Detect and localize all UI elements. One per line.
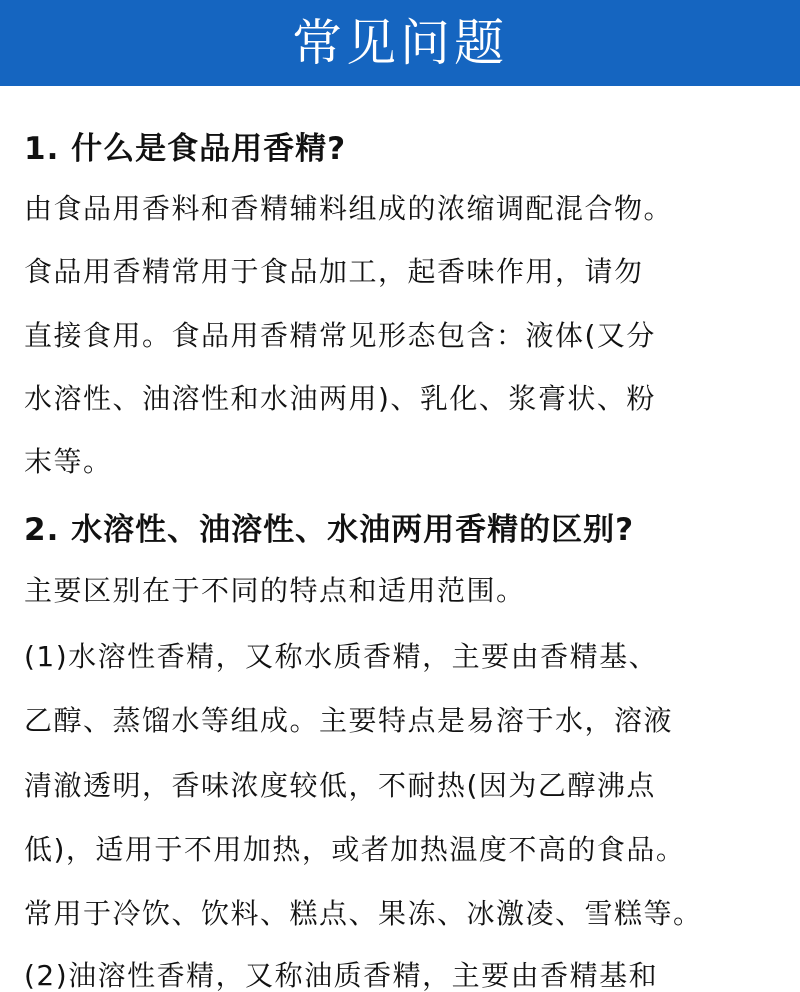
faq-answer-1-line-3: 直接食用。食品用香精常见形态包含：液体(又分 <box>24 319 656 352</box>
faq-answer-2-line-4: 清澈透明，香味浓度较低，不耐热(因为乙醇沸点 <box>24 769 656 802</box>
faq-answer-1-line-5: 末等。 <box>24 445 113 478</box>
faq-answer-2-line-7: (2)油溶性香精，又称油质香精，主要由香精基和 <box>24 959 659 992</box>
faq-content <box>0 86 800 992</box>
faq-answer-2-line-5: 低)，适用于不用加热，或者加热温度不高的食品。 <box>24 833 686 866</box>
faq-answer-1-line-4: 水溶性、油溶性和水油两用)、乳化、浆膏状、粉 <box>24 382 656 415</box>
faq-answer-1-line-2: 食品用香精常用于食品加工，起香味作用，请勿 <box>24 255 644 288</box>
faq-answer-2-line-3: 乙醇、蒸馏水等组成。主要特点是易溶于水，溶液 <box>24 704 674 737</box>
faq-answer-2-line-2: (1)水溶性香精，又称水质香精，主要由香精基、 <box>24 640 659 673</box>
faq-question-2: 2. 水溶性、油溶性、水油两用香精的区别? <box>24 512 635 548</box>
page-title: 常见问题 <box>292 14 508 72</box>
faq-question-1: 1. 什么是食品用香精? <box>24 131 347 167</box>
faq-answer-2-line-1: 主要区别在于不同的特点和适用范围。 <box>24 574 526 607</box>
page-header <box>0 0 800 86</box>
faq-answer-1-line-1: 由食品用香料和香精辅料组成的浓缩调配混合物。 <box>24 192 674 225</box>
faq-answer-2-line-6: 常用于冷饮、饮料、糕点、果冻、冰激凌、雪糕等。 <box>24 897 703 930</box>
